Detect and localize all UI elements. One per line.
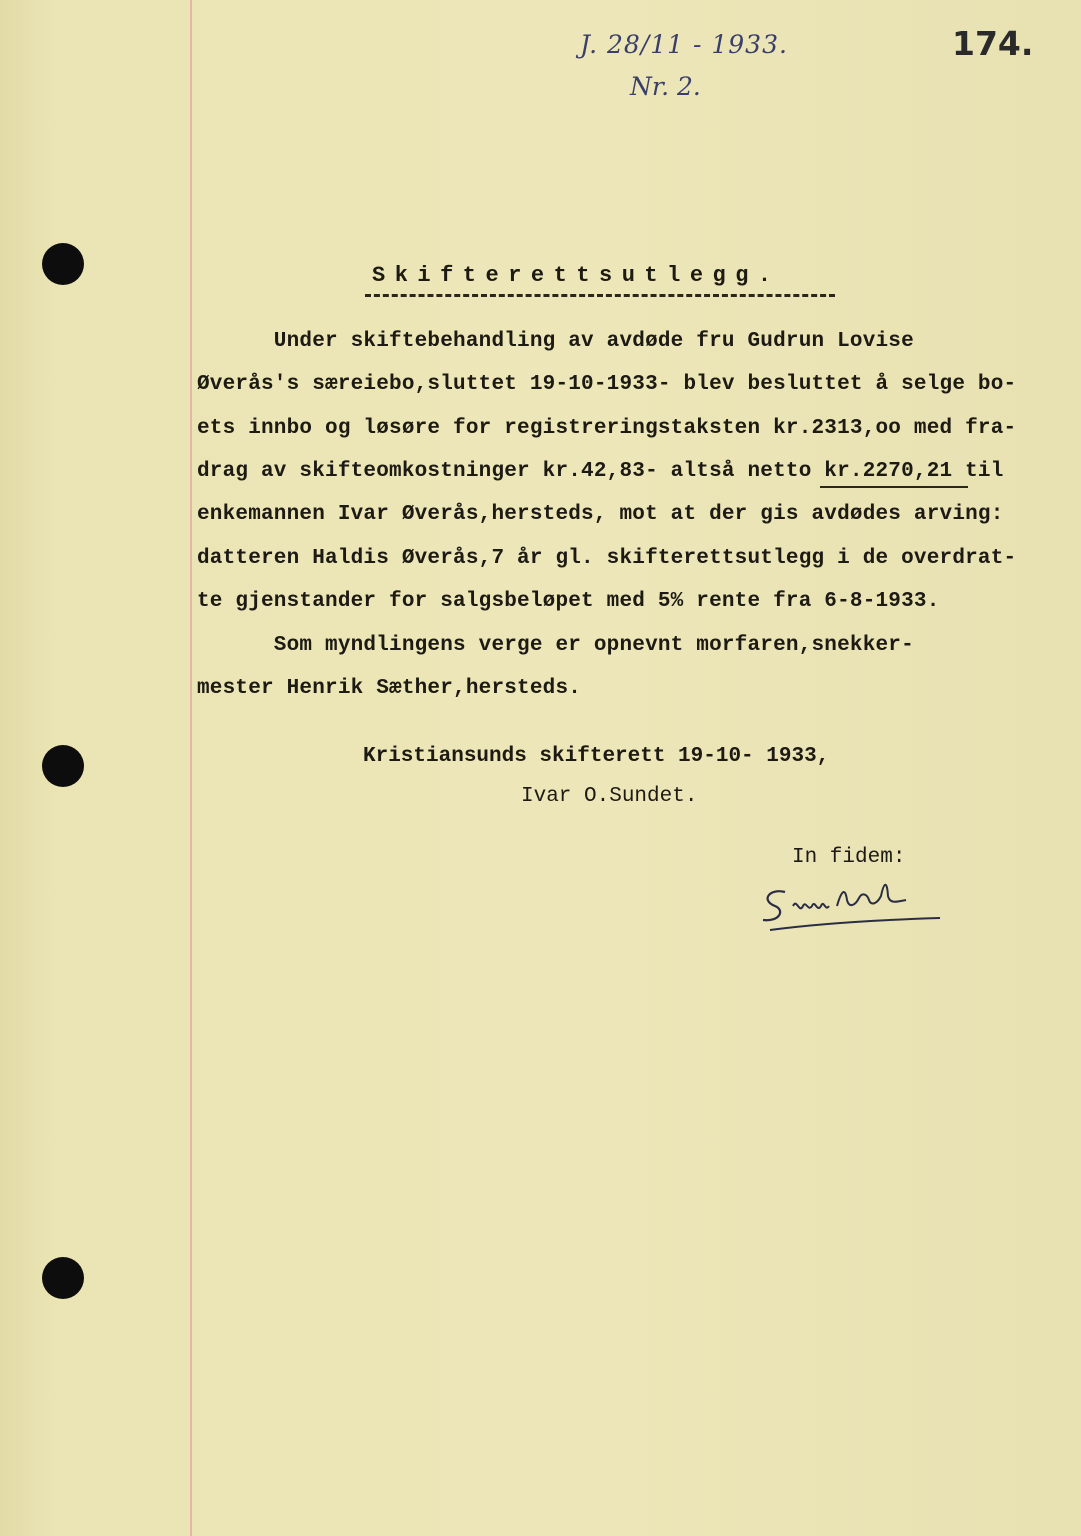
punch-hole-top [42, 243, 84, 285]
body-line-1: Under skiftebehandling av avdøde fru Gudrun Lovise [197, 330, 914, 353]
handwritten-date: J. 28/11 - 1933. [580, 30, 788, 59]
body-line-4: drag av skifteomkostninger kr.42,83- altså netto kr.2270,21 til [197, 460, 1004, 483]
body-line-3: ets innbo og løsøre for registreringstaksten kr.2313,oo med fra- [197, 417, 1017, 440]
margin-line [190, 0, 192, 1536]
amount-underline [820, 486, 968, 488]
punch-hole-middle [42, 745, 84, 787]
body-line-8: Som myndlingens verge er opnevnt morfaren,snekker- [197, 634, 914, 657]
body-line-2: Øverås's særeiebo,sluttet 19-10-1933- blev besluttet å selge bo- [197, 373, 1017, 396]
body-line-5: enkemannen Ivar Øverås,hersteds, mot at der gis avdødes arving: [197, 503, 1004, 526]
page-number: 174. [952, 24, 1034, 63]
in-fidem-label: In fidem: [792, 846, 906, 869]
handwritten-number: Nr. 2. [630, 72, 701, 101]
document-title: Skifterettsutlegg. [372, 263, 781, 288]
body-line-7: te gjenstander for salgsbeløpet med 5% rente fra 6-8-1933. [197, 590, 940, 613]
body-line-9: mester Henrik Sæther,hersteds. [197, 677, 582, 700]
signer-name: Ivar O.Sundet. [521, 785, 698, 808]
handwritten-signature [755, 870, 955, 940]
title-underline [365, 294, 835, 297]
place-date-line: Kristiansunds skifterett 19-10- 1933, [363, 745, 830, 768]
punch-hole-bottom [42, 1257, 84, 1299]
body-line-6: datteren Haldis Øverås,7 år gl. skifterettsutlegg i de overdrat- [197, 547, 1017, 570]
